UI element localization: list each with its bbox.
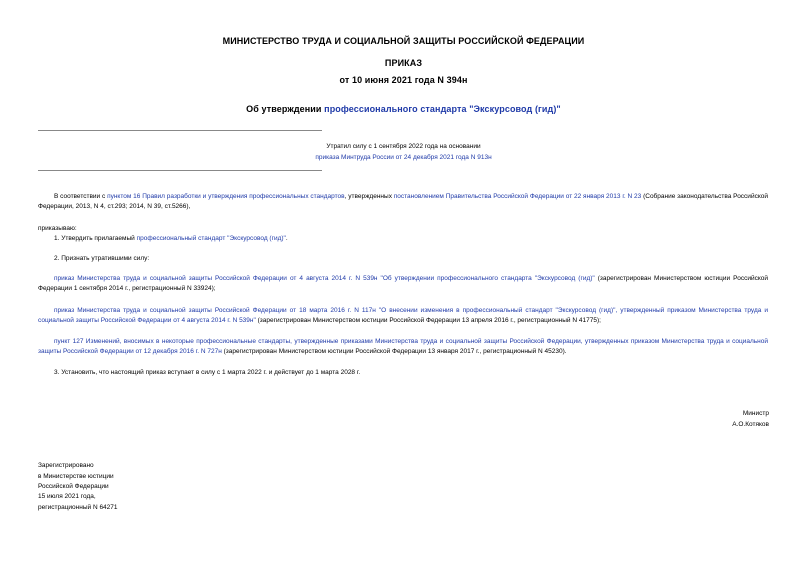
registration-line-1: Зарегистрировано: [38, 462, 94, 469]
signer-position: Министр: [742, 410, 769, 417]
order-539n-link[interactable]: приказ Министерства труда и социальной защиты Российской Федерации от 4 августа 2014 г. N 539н "Об утверждении профессионального стандарта "Экскурсовод (гид)": [54, 275, 595, 282]
repealed-order-3-text: (зарегистрирован Министерством юстиции Российской Федерации 13 января 2017 г., регистрационный N 45230).: [221, 348, 567, 355]
registration-line-4: 15 июля 2021 года,: [38, 493, 96, 500]
item-1-paragraph: [38, 234, 768, 244]
top-divider: [38, 130, 322, 131]
bottom-divider: [38, 170, 322, 171]
repealed-order-1: [38, 274, 768, 294]
item-1-text-b: .: [285, 235, 288, 242]
registration-line-2: в Министерстве юстиции: [38, 473, 114, 480]
item-1-text-a: 1. Утвердить прилагаемый: [54, 235, 137, 242]
preamble-text-c: (Собрание законодательства Российской Федерации, 2013, N 4, ст.293; 2014, N 39, ст.5266),: [38, 193, 768, 210]
government-decree-link[interactable]: постановлением Правительства Российской Федерации от 22 января 2013 г. N 23: [393, 193, 642, 200]
repealed-order-2-text: (зарегистрирован Министерством юстиции Российской Федерации 13 апреля 2016 г., регистрационный N 41775);: [255, 317, 601, 324]
item-3-paragraph: 3. Установить, что настоящий приказ вступает в силу с 1 марта 2022 г. и действует до 1 марта 2028 г.: [54, 369, 361, 376]
title-prefix: Об утверждении: [246, 104, 325, 114]
lost-force-link-line: [0, 154, 807, 161]
repealed-order-2: [38, 306, 768, 326]
title-standard-link[interactable]: профессионального стандарта "Экскурсовод (гид)": [324, 104, 561, 114]
doc-type-heading: ПРИКАЗ: [384, 58, 423, 68]
preamble-text-b: , утвержденных: [344, 193, 394, 200]
repealed-order-3: [38, 337, 768, 357]
preamble-text-a: В соответствии с: [54, 193, 108, 200]
order-word: приказываю:: [38, 225, 77, 232]
repealed-order-1-text: (зарегистрирован Министерством юстиции Российской Федерации 1 сентября 2014 г., регистрационный N 33924);: [38, 275, 768, 292]
point-127-link[interactable]: пункт 127 Изменений, вносимых в некоторые профессиональные стандарты, утвержденные приказами Министерства труда и социальной защиты Российской Федерации, утвержденных приказом Министерства труда и социальной защиты Российской Федерации от 12 декабря 2016 г. N 727н: [38, 338, 768, 355]
registration-line-5: регистрационный N 64271: [38, 504, 118, 511]
lost-force-order-link[interactable]: приказа Минтруда России от 24 декабря 2021 года N 913н: [315, 154, 492, 161]
lost-force-note: Утратил силу с 1 сентября 2022 года на основании: [326, 143, 481, 150]
item-2-paragraph: 2. Признать утратившими силу:: [54, 255, 150, 262]
signer-name: А.О.Котяков: [732, 421, 769, 428]
standard-link[interactable]: профессиональный стандарт "Экскурсовод (гид)": [136, 235, 286, 242]
ministry-heading: МИНИСТЕРСТВО ТРУДА И СОЦИАЛЬНОЙ ЗАЩИТЫ РОССИЙСКОЙ ФЕДЕРАЦИИ: [222, 36, 585, 46]
preamble-paragraph: [38, 192, 768, 212]
order-117n-link[interactable]: приказ Министерства труда и социальной защиты Российской Федерации от 18 марта 2016 г. N 117н "О внесении изменения в профессиональный стандарт "Экскурсовод (гид)", утвержденный приказом Министерства труда и социальной защиты Российской Федерации от 4 августа 2014 г. N 539н": [38, 307, 768, 324]
rules-point-16-link[interactable]: пунктом 16 Правил разработки и утверждения профессиональных стандартов: [107, 193, 345, 200]
date-number-heading: от 10 июня 2021 года N 394н: [339, 75, 468, 85]
registration-line-3: Российской Федерации: [38, 483, 109, 490]
document-title: [0, 104, 807, 114]
